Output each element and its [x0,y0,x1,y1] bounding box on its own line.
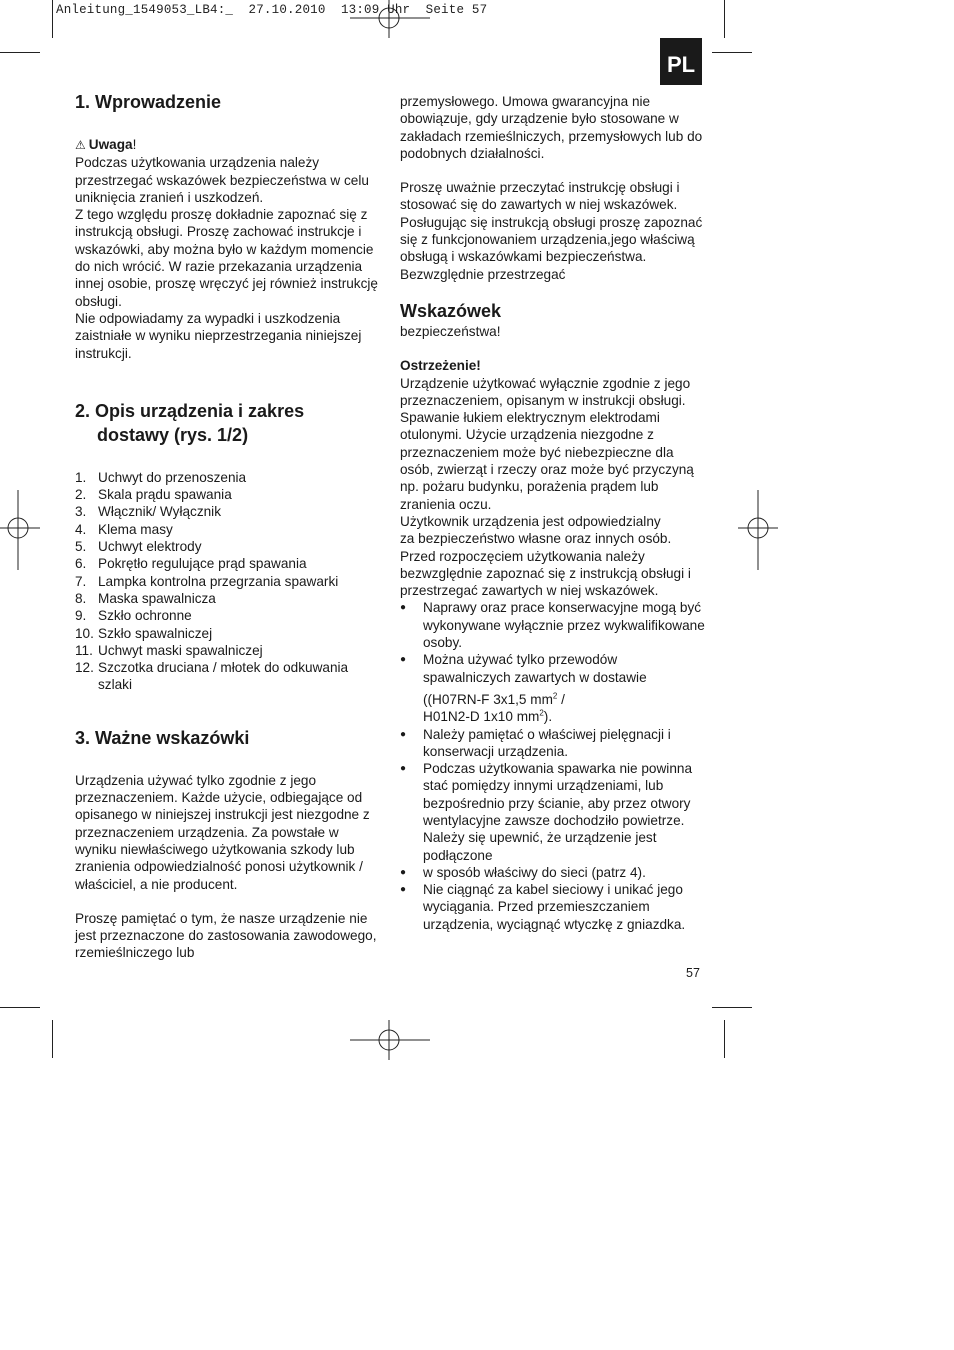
safety-subheading: bezpieczeństwa! [400,323,501,339]
bullet-icon: ● [400,884,407,896]
crop-mark [52,0,53,38]
item-number: 7. [75,573,87,589]
item-number: 11. [75,642,93,658]
print-header: Anleitung_1549053_LB4:_ 27.10.2010 13:09 Uhr Seite 57 [56,3,488,17]
cable-spec-text: H01N2-D 1x10 mm [423,709,540,725]
item-number: 12. [75,660,94,676]
list-item [400,864,705,881]
page-number: 57 [686,966,700,980]
item-text: Klema masy [98,521,173,537]
safety-bullets-2 [400,726,705,934]
item-number: 5. [75,539,87,555]
bullet-icon: ● [400,728,407,740]
registration-mark-left [0,490,40,570]
cable-spec-line-2 [423,708,705,725]
crop-mark [724,0,725,38]
item-text: Szczotka druciana / młotek do odkuwania szlaki [98,660,349,693]
crop-mark [712,1007,752,1008]
item-text: Pokrętło regulujące prąd spawania [98,556,307,572]
list-item [400,760,705,864]
left-column [75,90,380,962]
crop-mark [52,1020,53,1058]
caution-title [400,357,705,374]
safety-bullets [400,599,705,685]
registration-mark-right [738,490,778,570]
list-item [400,651,705,686]
item-number: 9. [75,608,87,624]
crop-mark [724,1020,725,1058]
bullet-text: Podczas użytkowania spawarka nie powinna stać pomiędzy innymi urządzeniami, lub bezpośrednio przy ścianie, aby przez otwory wentylacyjne zawsze dochodziło powietrze. Należy się upewnić, że urządzenie jest podłączone [423,761,693,863]
important-paragraph-2: Proszę pamiętać o tym, że nasze urządzenie nie jest przeznaczone do zastosowania zawodowego, rzemieślniczego lub [75,910,377,961]
list-item [75,607,380,624]
section-heading-description-line2: dostawy (rys. 1/2) [97,424,249,445]
cable-spec-line-1 [423,691,705,708]
item-text: Uchwyt elektrody [98,539,202,555]
list-item [400,881,705,933]
cable-spec-sup: 2 [539,708,544,718]
registration-mark-bottom [350,1020,430,1060]
warning-suffix: ! [132,137,137,152]
list-item [75,503,380,520]
item-number: 3. [75,504,87,520]
cable-spec-sup: 2 [552,691,558,701]
list-item [75,642,380,659]
item-text: Skala prądu spawania [98,487,232,503]
item-text: Uchwyt maski spawalniczej [98,642,263,658]
cable-spec-text: ). [543,709,553,725]
item-number: 10. [75,625,94,641]
instructions-paragraph: Proszę uważnie przeczytać instrukcję obsługi i stosować się do zawartych w niej wskazówek. Posługując się instrukcją obsługi proszę zapoznać się z funkcjonowaniem urządzenia,jego właściwą obsługą i wskazówkami bezpieczeństwa. Bezwzględnie przestrzegać [400,180,703,282]
list-item [400,726,705,761]
crop-mark [0,1007,40,1008]
list-item [75,573,380,590]
safety-heading: Wskazówek [400,300,502,321]
warranty-paragraph: przemysłowego. Umowa gwarancyjna nie obowiązuje, gdy urządzenie było stosowane w zakładach rzemieślniczych, przemysłowych lub do podobnych działalności. [400,94,703,161]
item-number: 4. [75,521,87,537]
section-heading-description [75,399,380,447]
section-heading-introduction: 1. Wprowadzenie [75,92,222,112]
bullet-text: Można używać tylko przewodów spawalniczych zawartych w dostawie [423,652,647,685]
parts-list [75,469,380,694]
bullet-text: Należy pamiętać o właściwej pielęgnacji i konserwacji urządzenia. [423,726,671,759]
item-number: 6. [75,556,87,572]
item-number: 2. [75,487,87,503]
warning-triangle-icon: ⚠ [75,138,86,152]
item-text: Uchwyt do przenoszenia [98,469,247,485]
section-heading-description-line1: 2. Opis urządzenia i zakres [75,400,305,421]
item-number: 8. [75,590,87,606]
crop-mark [712,52,752,53]
list-item [400,599,705,651]
item-text: Szkło spawalniczej [98,625,213,641]
list-item [75,590,380,607]
list-item [75,659,380,694]
bullet-icon: ● [400,602,407,614]
caution-title-text: Ostrzeżenie! [400,358,481,374]
language-badge: PL [660,38,702,85]
bullet-text: w sposób właściwy do sieci (patrz 4). [423,864,646,880]
cable-spec-text: / [557,691,565,707]
caution-text: Urządzenie użytkować wyłącznie zgodnie z jego przeznaczeniem, opisanym w instrukcji obsługi. Spawanie łukiem elektrycznym elektrodami otulonymi. Użycie urządzenia niezgodne z przeznaczeniem może być niebezpieczne dla osób, zwierząt i rzeczy oraz może być przyczyną np. pożaru budynku, porażenia prądem lub zranienia oczu. Użytkownik urządzenia jest odpowiedzialny za bezpieczeństwo własne oraz innych osób. Przed rozpoczęciem użytkowania należy bezwzględnie zapoznać się z instrukcją obsługi i przestrzegać zawartych w niej wskazówek. [400,375,694,599]
list-item [75,486,380,503]
item-text: Włącznik/ Wyłącznik [98,504,221,520]
item-text: Szkło ochronne [98,608,192,624]
list-item [75,469,380,486]
warning-label-line [75,136,380,154]
right-column [400,93,705,933]
list-item [75,521,380,538]
bullet-icon: ● [400,654,407,666]
list-item [75,555,380,572]
section-heading-important: 3. Ważne wskazówki [75,727,250,748]
warning-label: Uwaga [88,137,133,152]
cable-spec-text: ((H07RN-F 3x1,5 mm [423,691,553,707]
cable-spec [400,691,705,726]
registration-mark-top [350,0,430,40]
item-text: Maska spawalnicza [98,590,216,606]
list-item [75,625,380,642]
list-item [75,538,380,555]
item-text: Lampka kontrolna przegrzania spawarki [98,573,339,589]
crop-mark [0,52,40,53]
bullet-icon: ● [400,866,407,878]
bullet-text: Nie ciągnąć za kabel sieciowy i unikać jego wyciągania. Przed przemieszczaniem urządzenia, wyciągnąć wtyczkę z gniazdka. [423,882,686,932]
introduction-text: Podczas użytkowania urządzenia należy przestrzegać wskazówek bezpieczeństwa w celu uniknięcia zranień i uszkodzeń. Z tego względu proszę dokładnie zapoznać się z instrukcją obsługi. Proszę zachować instrukcje i wskazówki, aby można było w każdym momencie do nich wrócić. W razie przekazania urządzenia innej osobie, proszę wręczyć jej również instrukcję obsługi. Nie odpowiadamy za wypadki i uszkodzenia zaistniałe w wyniku nieprzestrzegania niniejszej instrukcji. [75,155,378,361]
important-paragraph-1: Urządzenia używać tylko zgodnie z jego przeznaczeniem. Każde użycie, odbiegające od opisanego w niniejszej instrukcji jest niezgodne z przeznaczeniem urządzenia. Za powstałe w wyniku niewłaściwego użytkowania szkody lub zranienia odpowiedzialność ponosi użytkownik / właściciel, a nie producent. [75,772,370,892]
bullet-icon: ● [400,763,407,775]
item-number: 1. [75,469,87,485]
bullet-text: Naprawy oraz prace konserwacyjne mogą być wykonywane wyłącznie przez wykwalifikowane osoby. [423,600,705,651]
